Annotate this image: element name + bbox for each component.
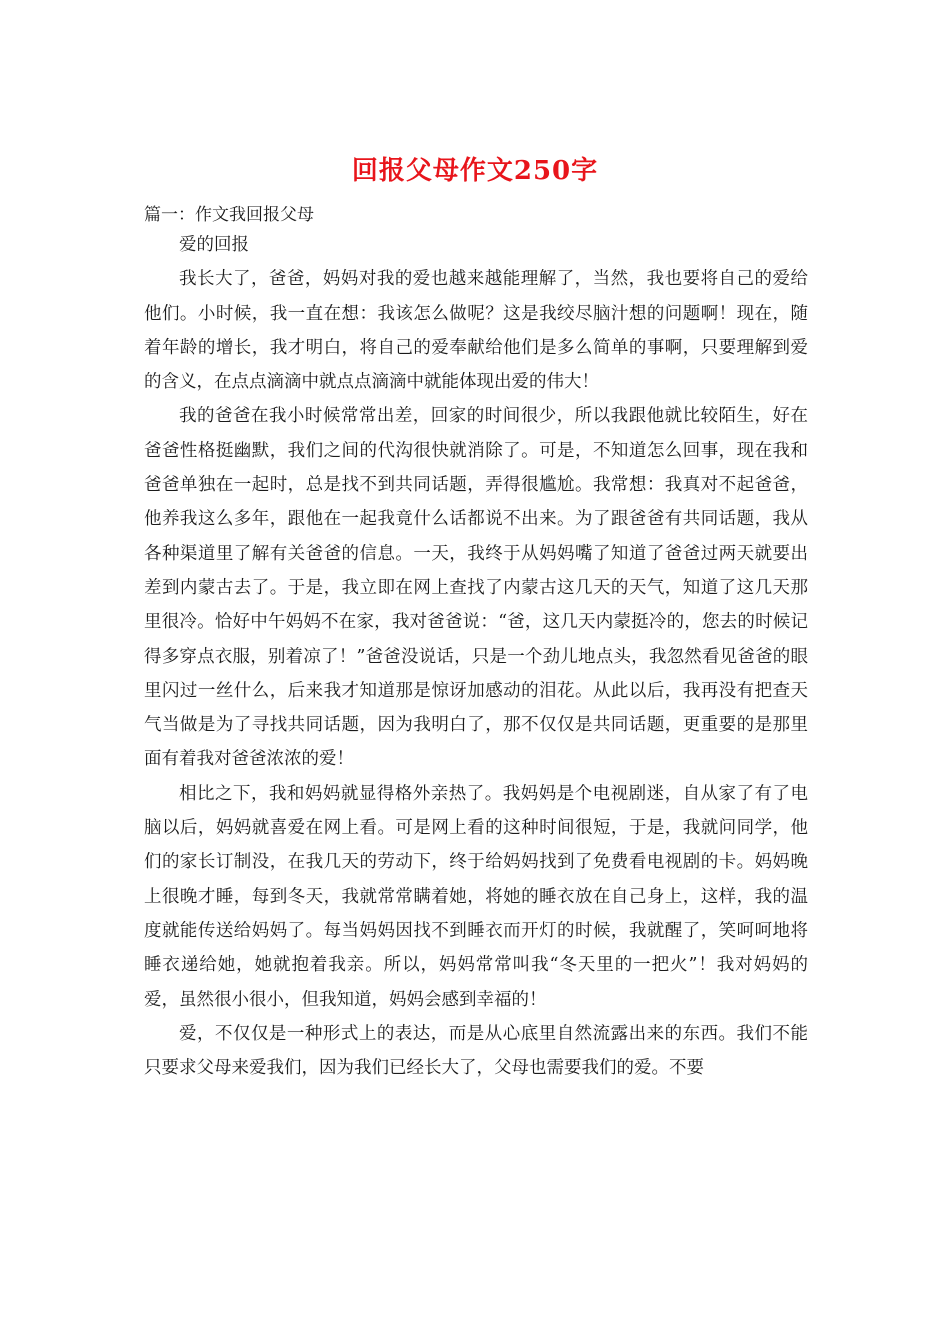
paragraph-subtitle: 爱的回报 <box>179 235 249 255</box>
paragraph: 我的爸爸在我小时候常常出差，回家的时间很少，所以我跟他就比较陌生，好在爸爸性格挺幽默，我们之间的代沟很快就消除了。可是，不知道怎么回事，现在我和爸爸单独在一起时，总是找不到共同话题，弄得很尴尬。我常想：我真对不起爸爸，他养我这么多年，跟他在一起我竟什么话都说不出来。为了跟爸爸有共同话题，我从各种渠道里了解有关爸爸的信息。一天，我终于从妈妈嘴了知道了爸爸过两天就要出差到内蒙古去了。于是，我立即在网上查找了内蒙古这几天的天气，知道了这几天那里很冷。恰好中午妈妈不在家，我对爸爸说：“爸，这几天内蒙挺冷的，您去的时候记得多穿点衣服，别着凉了！”爸爸没说话，只是一个劲儿地点头，我忽然看见爸爸的眼里闪过一丝什么，后来我才知道那是惊讶加感动的泪花。从此以后，我再没有把查天气当做是为了寻找共同话题，因为我明白了，那不仅仅是共同话题，更重要的是那里面有着我对爸爸浓浓的爱！ <box>144 406 808 770</box>
document-title: 回报父母作文250字 <box>351 156 599 186</box>
document-body <box>144 228 808 1085</box>
section-heading: 篇一：作文我回报父母 <box>144 205 314 225</box>
paragraph: 我长大了，爸爸，妈妈对我的爱也越来越能理解了，当然，我也要将自己的爱给他们。小时候，我一直在想：我该怎么做呢？这是我绞尽脑汁想的问题啊！现在，随着年龄的增长，我才明白，将自己的爱奉献给他们是多么简单的事啊，只要理解到爱的含义，在点点滴滴中就点点滴滴中就能体现出爱的伟大！ <box>144 269 808 393</box>
paragraph: 爱，不仅仅是一种形式上的表达，而是从心底里自然流露出来的东西。我们不能只要求父母来爱我们，因为我们已经长大了，父母也需要我们的爱。不要 <box>144 1023 808 1079</box>
paragraph: 相比之下，我和妈妈就显得格外亲热了。我妈妈是个电视剧迷，自从家了有了电脑以后，妈妈就喜爱在网上看。可是网上看的这种时间很短，于是，我就问同学，他们的家长订制没，在我几天的劳动下，终于给妈妈找到了免费看电视剧的卡。妈妈晚上很晚才睡，每到冬天，我就常常瞒着她，将她的睡衣放在自己身上，这样，我的温度就能传送给妈妈了。每当妈妈因找不到睡衣而开灯的时候，我就醒了，笑呵呵地将睡衣递给她，她就抱着我亲。所以，妈妈常常叫我“冬天里的一把火”！我对妈妈的爱，虽然很小很小，但我知道，妈妈会感到幸福的！ <box>144 783 808 1010</box>
